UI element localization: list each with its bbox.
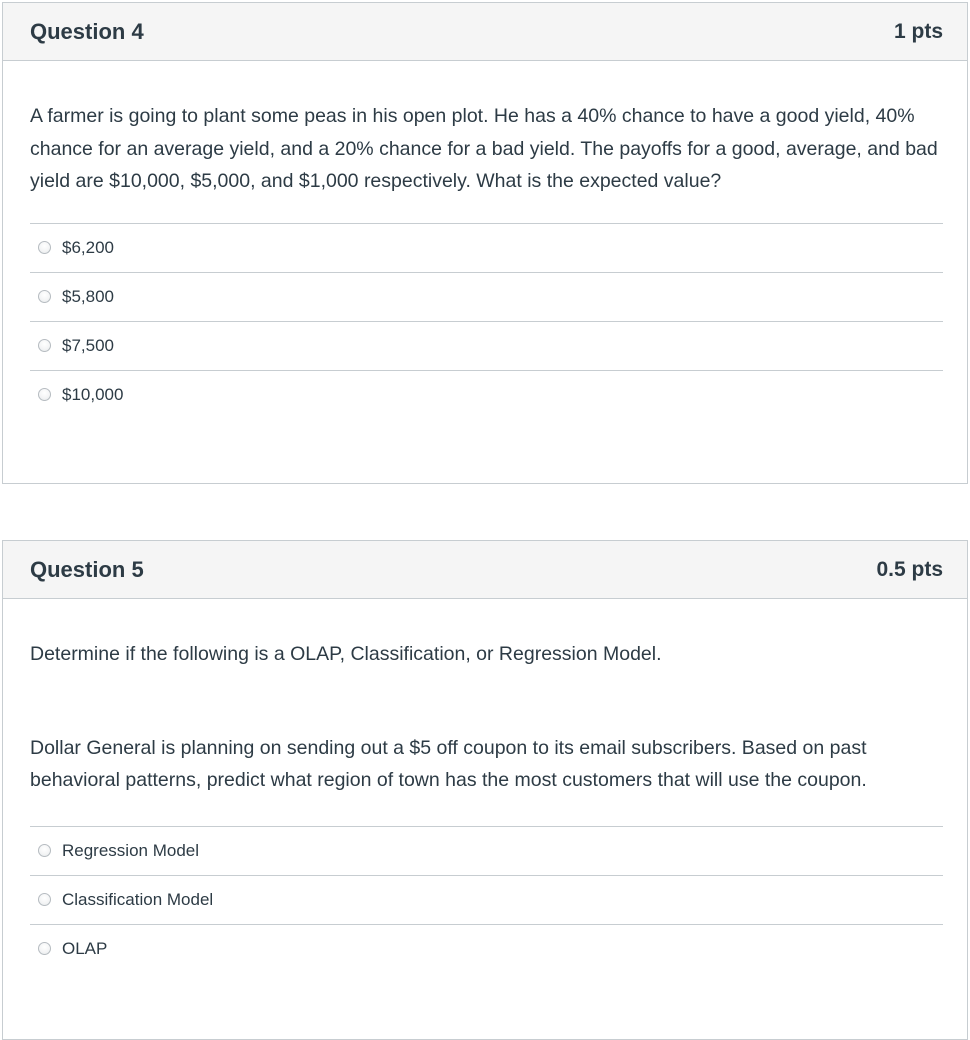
answer-label[interactable]: $7,500: [62, 335, 114, 355]
answer-option[interactable]: [30, 223, 943, 272]
answer-option[interactable]: [30, 826, 943, 875]
answer-list: [30, 223, 943, 419]
answer-label[interactable]: $6,200: [62, 237, 114, 257]
radio-button[interactable]: [38, 942, 51, 955]
answer-option[interactable]: [30, 321, 943, 370]
question-title: Question 5: [30, 556, 144, 582]
radio-button[interactable]: [38, 339, 51, 352]
answer-label[interactable]: Classification Model: [62, 889, 214, 909]
question-text: Determine if the following is a OLAP, Classification, or Regression Model.: [30, 643, 662, 665]
question-points: 1 pts: [893, 19, 943, 43]
radio-button[interactable]: [38, 844, 51, 857]
question-points: 0.5 pts: [876, 557, 943, 581]
answer-label[interactable]: $5,800: [62, 286, 114, 306]
question-5: [2, 540, 968, 1040]
answer-label[interactable]: Regression Model: [62, 840, 200, 860]
answer-list: [30, 826, 943, 973]
radio-button[interactable]: [38, 388, 51, 401]
question-scenario: Dollar General is planning on sending out a $5 off coupon to its email subscribers. Based on past behavioral patterns, predict what region of town has the most customers that will use the coupon.: [30, 736, 867, 791]
answer-option[interactable]: [30, 924, 943, 973]
question-header: [3, 541, 967, 599]
radio-button[interactable]: [38, 290, 51, 303]
question-title: Question 4: [30, 18, 144, 44]
answer-option[interactable]: [30, 272, 943, 321]
answer-option[interactable]: [30, 875, 943, 924]
question-text: A farmer is going to plant some peas in his open plot. He has a 40% chance to have a good yield, 40% chance for an average yield, and a 20% chance for a bad yield. The payoffs for a good, average, and bad yield are $10,000, $5,000, and $1,000 respectively. What is the expected value?: [30, 105, 938, 192]
radio-button[interactable]: [38, 893, 51, 906]
radio-button[interactable]: [38, 241, 51, 254]
answer-label[interactable]: $10,000: [62, 384, 124, 404]
answer-option[interactable]: [30, 370, 943, 419]
answer-label[interactable]: OLAP: [62, 938, 108, 958]
question-4: [2, 2, 968, 484]
question-header: [3, 3, 967, 61]
